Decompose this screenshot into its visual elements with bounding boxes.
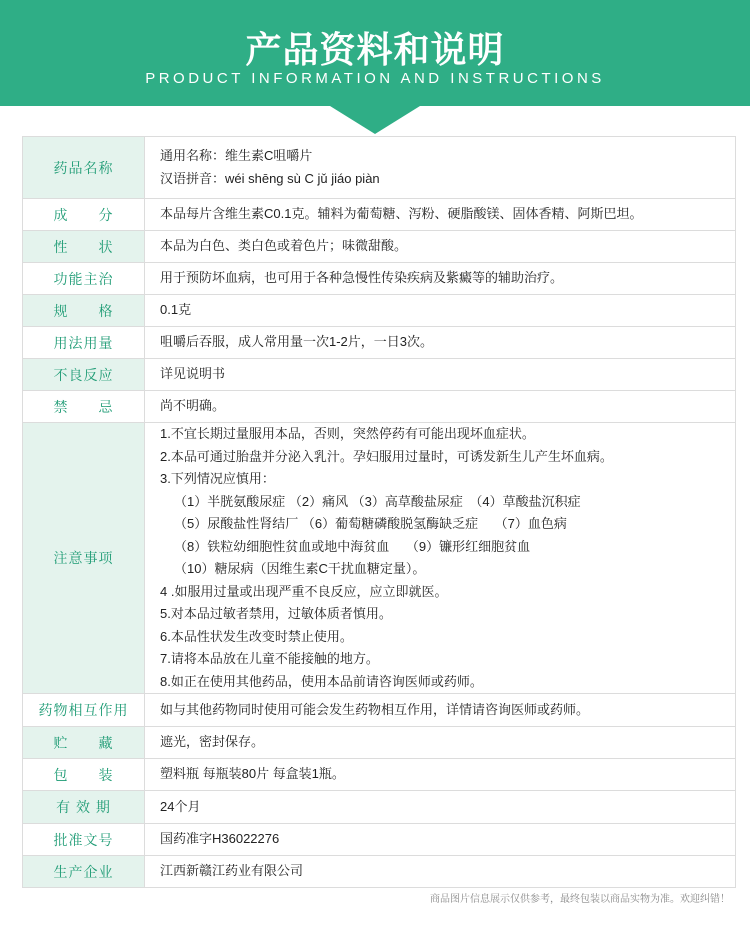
page-title: 产品资料和说明 [245, 29, 505, 70]
row-label: 生产企业 [23, 856, 145, 888]
row-label: 成 分 [23, 199, 145, 231]
header-banner-notch [0, 100, 750, 136]
value-line: 国药准字H36022276 [160, 831, 280, 847]
product-info-table [22, 136, 736, 888]
table-row [23, 231, 736, 263]
value-line: 4 .如服用过量或出现严重不良反应，应立即就医。 [160, 583, 448, 599]
value-line: 3.下列情况应慎用： [160, 471, 275, 486]
table-row [23, 359, 736, 391]
value-line: 0.1克 [160, 302, 192, 318]
row-value [145, 231, 736, 263]
row-label: 有 效 期 [23, 791, 145, 824]
disclaimer-note: 商品图片信息展示仅供参考，最终包装以商品实物为准。欢迎纠错！ [430, 894, 730, 905]
row-label: 规 格 [23, 295, 145, 327]
value-line: 1.不宜长期过量服用本品，否则，突然停药有可能出现坏血症状。 [160, 426, 535, 441]
row-value [145, 727, 736, 759]
row-value [145, 391, 736, 423]
table-row [23, 824, 736, 856]
table-row [23, 856, 736, 888]
value-line: （1）半胱氨酸尿症 （2）痛风 （3）高草酸盐尿症 （4）草酸盐沉积症 [174, 493, 581, 509]
table-row [23, 327, 736, 359]
value-line: 本品为白色、类白色或着色片；味微甜酸。 [160, 238, 408, 254]
row-value [145, 359, 736, 391]
value-line: 塑料瓶 每瓶装80片 每盒装1瓶。 [160, 766, 345, 782]
row-label: 功能主治 [23, 263, 145, 295]
table-row [23, 137, 736, 199]
row-value [145, 856, 736, 888]
row-value [145, 137, 736, 199]
value-line: （8）铁粒幼细胞性贫血或地中海贫血 （9）镰形红细胞贫血 [174, 538, 531, 554]
row-value [145, 199, 736, 231]
table-row [23, 391, 736, 423]
value-line: 24个月 [160, 798, 201, 814]
row-value [145, 423, 736, 694]
row-label: 包 装 [23, 759, 145, 791]
value-line: 7.请将本品放在儿童不能接触的地方。 [160, 651, 379, 666]
row-label: 禁 忌 [23, 391, 145, 423]
row-label: 药物相互作用 [23, 694, 145, 727]
value-line: 用于预防坏血病，也可用于各种急慢性传染疾病及紫癜等的辅助治疗。 [160, 270, 564, 286]
value-line: 咀嚼后吞服，成人常用量一次1-2片，一日3次。 [160, 334, 434, 350]
table-row [23, 759, 736, 791]
row-value [145, 327, 736, 359]
row-label: 批准文号 [23, 824, 145, 856]
value-line: 遮光，密封保存。 [160, 734, 265, 750]
row-label: 用法用量 [23, 327, 145, 359]
value-line: 5.对本品过敏者禁用，过敏体质者慎用。 [160, 606, 392, 621]
table-row [23, 295, 736, 327]
value-line: 江西新赣江药业有限公司 [160, 863, 304, 879]
row-value [145, 759, 736, 791]
row-value [145, 694, 736, 727]
row-value [145, 791, 736, 824]
row-label: 药品名称 [23, 137, 145, 199]
value-line: 8.如正在使用其他药品，使用本品前请咨询医师或药师。 [160, 673, 483, 689]
row-label: 不良反应 [23, 359, 145, 391]
value-line: 本品每片含维生素C0.1克。辅料为葡萄糖、泻粉、硬脂酸镁、固体香精、阿斯巴坦。 [160, 206, 643, 222]
row-label: 贮 藏 [23, 727, 145, 759]
row-value [145, 263, 736, 295]
table-row [23, 199, 736, 231]
table-row [23, 263, 736, 295]
value-line: 如与其他药物同时使用可能会发生药物相互作用，详情请咨询医师或药师。 [160, 701, 590, 717]
value-line: （10）糖尿病（因维生素C干扰血糖定量）。 [174, 561, 426, 576]
value-line: 6.本品性状发生改变时禁止使用。 [160, 628, 353, 644]
row-label: 注意事项 [23, 423, 145, 694]
page-subtitle: PRODUCT INFORMATION AND INSTRUCTIONS [145, 70, 605, 87]
value-line: 尚不明确。 [160, 398, 226, 414]
value-line: 详见说明书 [160, 366, 226, 382]
row-value [145, 295, 736, 327]
row-label: 性 状 [23, 231, 145, 263]
value-line: 汉语拼音：wéi shēng sù C jǔ jiáo piàn [160, 170, 380, 186]
table-row [23, 423, 736, 694]
table-row [23, 727, 736, 759]
value-line: （5）尿酸盐性肾结厂 （6）葡萄糖磷酸脱氢酶缺乏症 （7）血色病 [174, 516, 567, 531]
table-row [23, 791, 736, 824]
value-line: 2.本品可通过胎盘并分泌入乳汁。孕妇服用过量时，可诱发新生儿产生坏血病。 [160, 448, 613, 464]
value-line: 通用名称：维生素C咀嚼片 [160, 148, 313, 163]
row-value [145, 824, 736, 856]
table-row [23, 694, 736, 727]
